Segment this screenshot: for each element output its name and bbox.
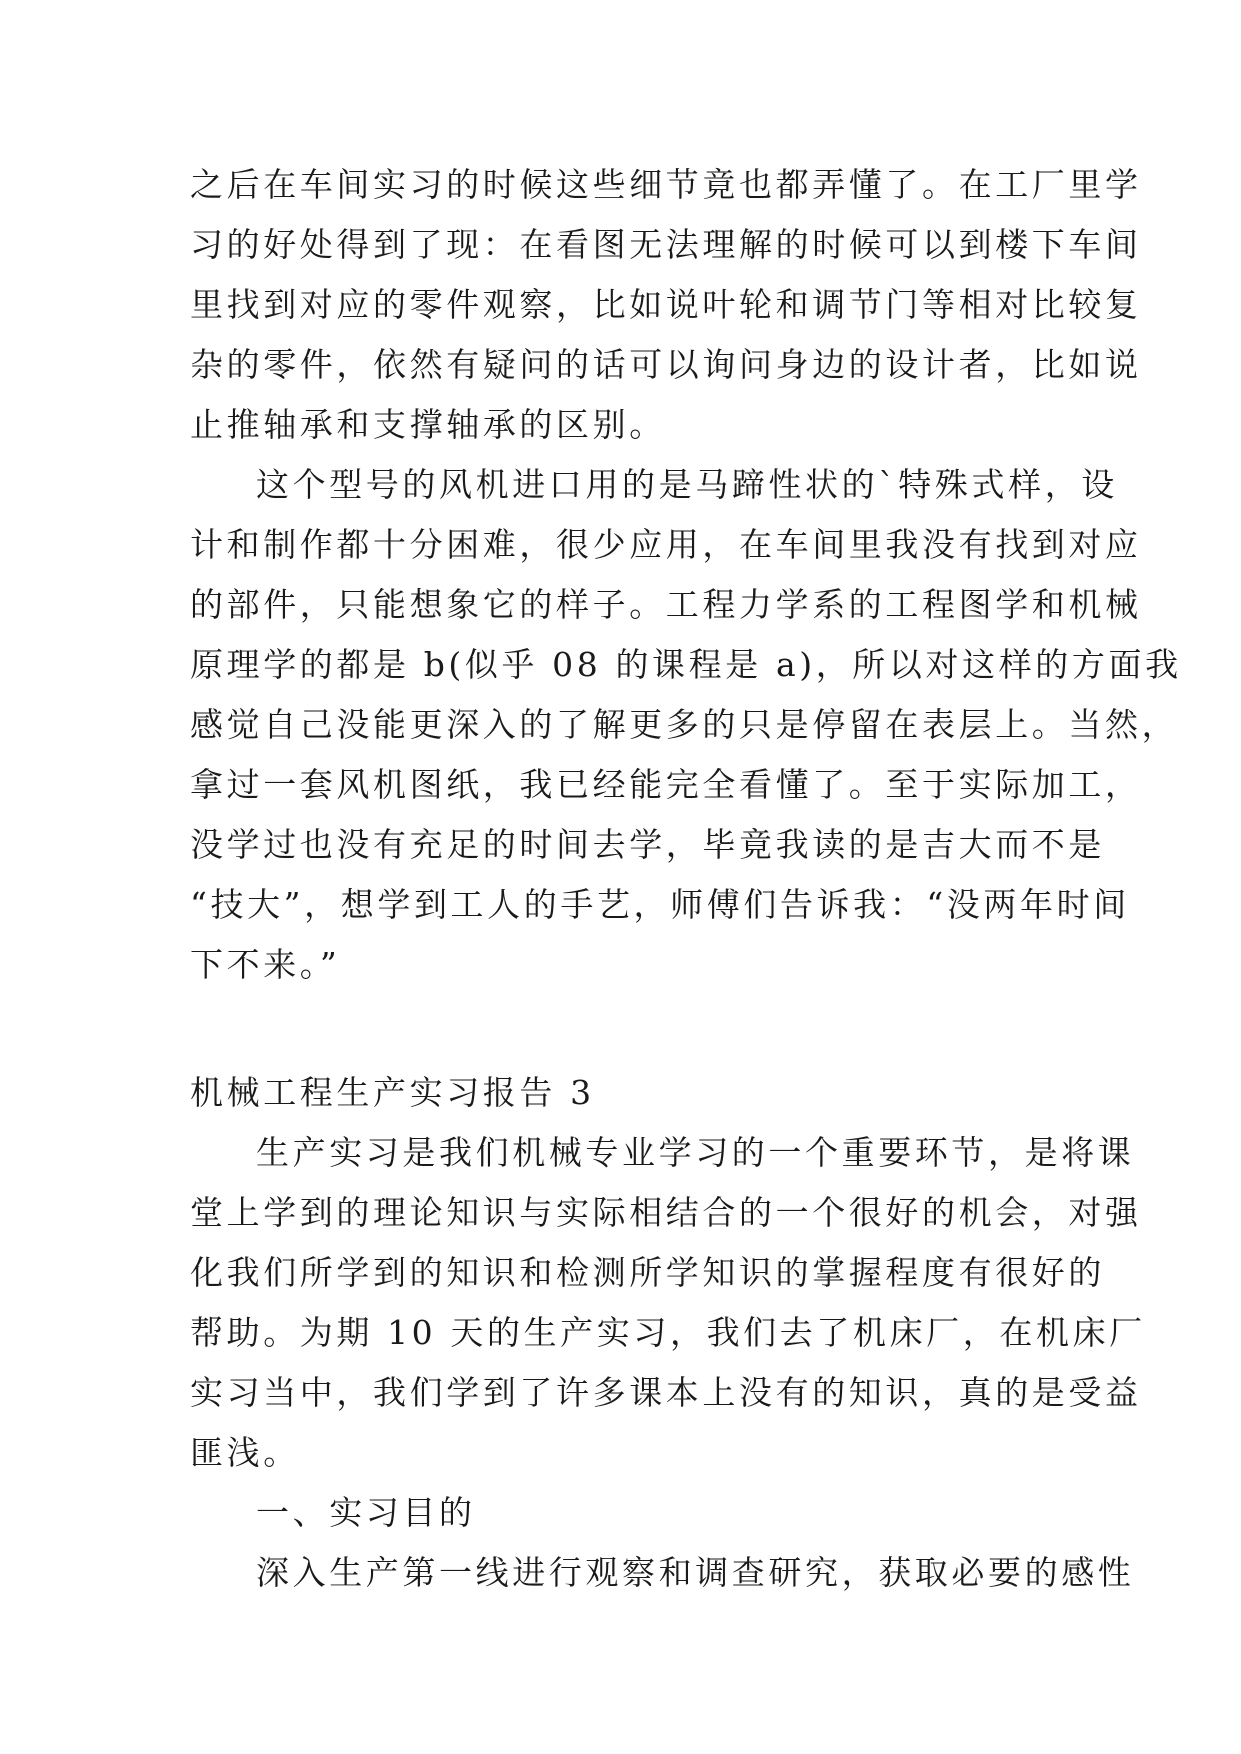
subsection-heading: 一、实习目的 — [256, 1493, 476, 1532]
text-line: 匪浅。 — [190, 1433, 300, 1472]
text-line: 化我们所学到的知识和检测所学知识的掌握程度有很好的 — [190, 1253, 1105, 1292]
paragraph-first-line: 深入生产第一线进行观察和调查研究，获取必要的感性 — [256, 1553, 1135, 1592]
text-line: 实习当中，我们学到了许多课本上没有的知识，真的是受益 — [190, 1373, 1142, 1412]
text-line: “技大”，想学到工人的手艺，师傅们告诉我：“没两年时间 — [190, 885, 1130, 924]
text-line: 堂上学到的理论知识与实际相结合的一个很好的机会，对强 — [190, 1193, 1142, 1232]
text-line: 的部件，只能想象它的样子。工程力学系的工程图学和机械 — [190, 585, 1142, 624]
text-line: 下不来。” — [190, 945, 341, 984]
paragraph-first-line: 生产实习是我们机械专业学习的一个重要环节，是将课 — [256, 1133, 1135, 1172]
paragraph-first-line: 这个型号的风机进口用的是马蹄性状的`特殊式样，设 — [256, 465, 1118, 504]
text-line: 杂的零件，依然有疑问的话可以询问身边的设计者，比如说 — [190, 345, 1142, 384]
text-line: 里找到对应的零件观察，比如说叶轮和调节门等相对比较复 — [190, 285, 1142, 324]
text-line: 习的好处得到了现：在看图无法理解的时候可以到楼下车间 — [190, 225, 1142, 264]
text-line: 没学过也没有充足的时间去学，毕竟我读的是吉大而不是 — [190, 825, 1105, 864]
text-line: 计和制作都十分困难，很少应用，在车间里我没有找到对应 — [190, 525, 1142, 564]
text-line: 拿过一套风机图纸，我已经能完全看懂了。至于实际加工， — [190, 765, 1142, 804]
text-line: 感觉自己没能更深入的了解更多的只是停留在表层上。当然， — [190, 705, 1179, 744]
section-heading: 机械工程生产实习报告 3 — [190, 1073, 595, 1112]
text-line: 之后在车间实习的时候这些细节竟也都弄懂了。在工厂里学 — [190, 165, 1142, 204]
text-line: 帮助。为期 10 天的生产实习，我们去了机床厂，在机床厂 — [190, 1313, 1146, 1352]
text-line: 止推轴承和支撑轴承的区别。 — [190, 405, 666, 444]
text-line: 原理学的都是 b(似乎 08 的课程是 a)，所以对这样的方面我 — [190, 645, 1182, 684]
